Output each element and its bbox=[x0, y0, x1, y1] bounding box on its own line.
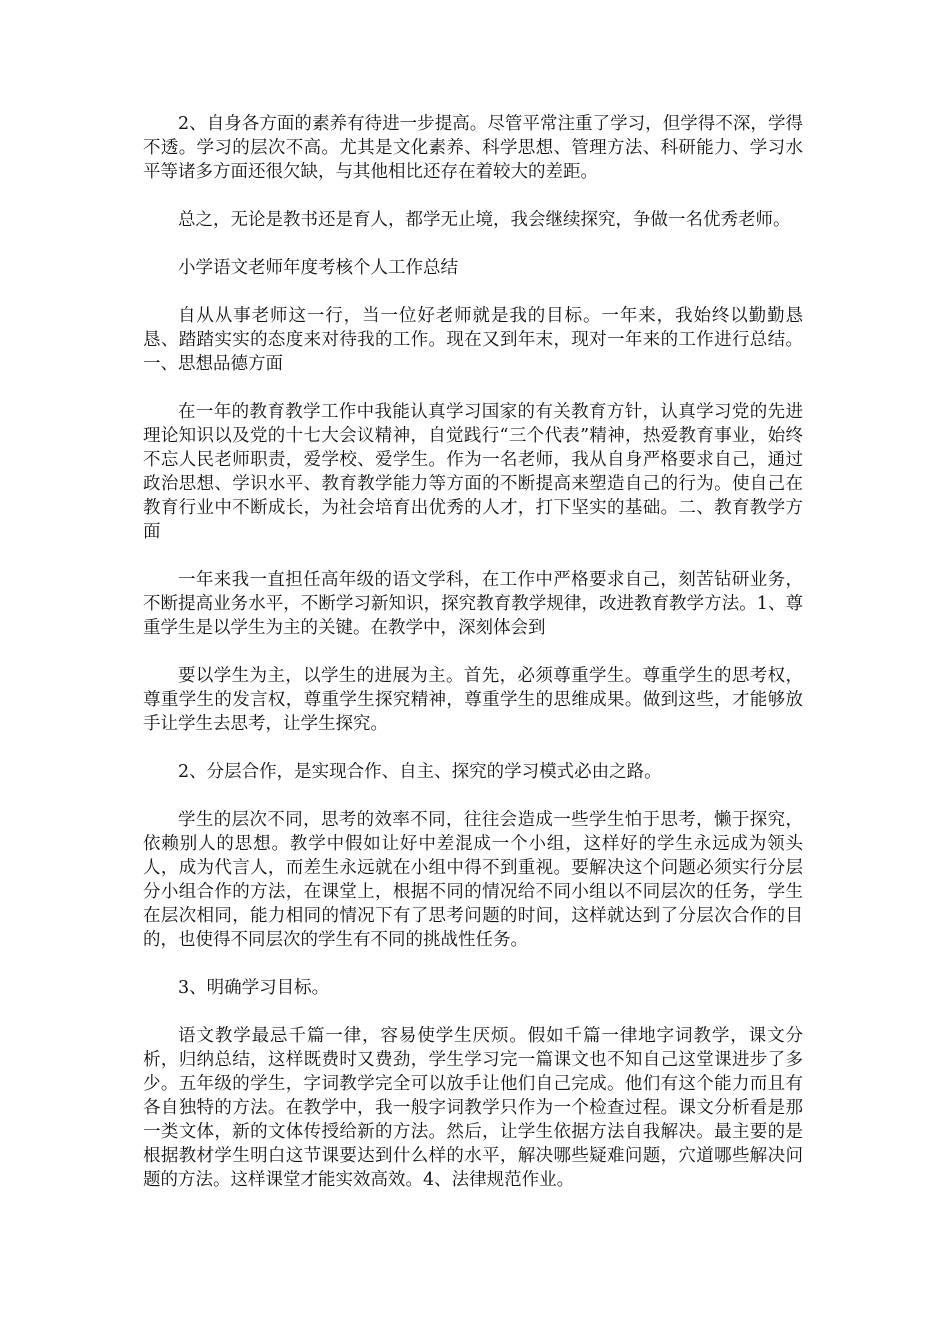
paragraph-layered-cooperation-heading: 2、分层合作，是实现合作、自主、探究的学习模式必由之路。 bbox=[178, 762, 662, 782]
document-page bbox=[143, 112, 803, 1216]
paragraph-learning-goals-heading: 3、明确学习目标。 bbox=[178, 978, 330, 998]
paragraph-layered-cooperation: 学生的层次不同，思考的效率不同，往往会造成一些学生怕于思考，懒于探究，依赖别人的思想。教学中假如让好中差混成一个小组，这样好的学生永远成为领头人，成为代言人，而差生永远就在小组中得不到重视。要解决这个问题必须实行分层分小组合作的方法，在课堂上，根据不同的情况给不同小组以不同层次的任务，学生在层次相同，能力相同的情况下有了思考问题的时间，这样就达到了分层次合作的目的，也使得不同层次的学生有不同的挑战性任务。 bbox=[143, 810, 803, 950]
paragraph-teaching: 一年来我一直担任高年级的语文学科，在工作中严格要求自己，刻苦钻研业务，不断提高业务水平，不断学习新知识，探究教育教学规律，改进教育教学方法。1、尊重学生是以学生为主的关键。在教学中，深刻体会到 bbox=[143, 570, 803, 638]
paragraph-ideology: 在一年的教育教学工作中我能认真学习国家的有关教育方针，认真学习党的先进理论知识以及党的十七大会议精神，自觉践行“三个代表”精神，热爱教育事业，始终不忘人民老师职责，爱学校、爱学生。作为一名老师，我从自身严格要求自己，通过政治思想、学识水平、教育教学能力等方面的不断提高来塑造自己的行为。使自己在教育行业中不断成长，为社会培育出优秀的人才，打下坚实的基础。二、教育教学方面 bbox=[143, 402, 803, 542]
paragraph-learning-goals: 语文教学最忌千篇一律，容易使学生厌烦。假如千篇一律地字词教学，课文分析，归纳总结，这样既费时又费劲，学生学习完一篇课文也不知自己这堂课进步了多少。五年级的学生，字词教学完全可以放手让他们自己完成。他们有这个能力而且有各自独特的方法。在教学中，我一般字词教学只作为一个检查过程。课文分析看是那一类文体，新的文体传授给新的方法。然后，让学生依据方法自我解决。最主要的是根据教材学生明白这节课要达到什么样的水平，解决哪些疑难问题，穴道哪些解决问题的方法。这样课堂才能实效高效。4、法律规范作业。 bbox=[143, 1026, 803, 1190]
paragraph-intro: 自从从事老师这一行，当一位好老师就是我的目标。一年来，我始终以勤勤恳恳、踏踏实实的态度来对待我的工作。现在又到年末，现对一年来的工作进行总结。一、思想品德方面 bbox=[143, 306, 803, 374]
section-title: 小学语文老师年度考核个人工作总结 bbox=[178, 258, 458, 278]
paragraph-self-improvement: 2、自身各方面的素养有待进一步提高。尽管平常注重了学习，但学得不深，学得不透。学习的层次不高。尤其是文化素养、科学思想、管理方法、科研能力、学习水平等诸多方面还很欠缺，与其他相比还存在着较大的差距。 bbox=[143, 114, 803, 182]
paragraph-conclusion: 总之，无论是教书还是育人，都学无止境，我会继续探究，争做一名优秀老师。 bbox=[178, 210, 791, 230]
paragraph-respect-students: 要以学生为主，以学生的进展为主。首先，必须尊重学生。尊重学生的思考权，尊重学生的发言权，尊重学生探究精神，尊重学生的思维成果。做到这些，才能够放手让学生去思考，让学生探究。 bbox=[143, 666, 803, 734]
